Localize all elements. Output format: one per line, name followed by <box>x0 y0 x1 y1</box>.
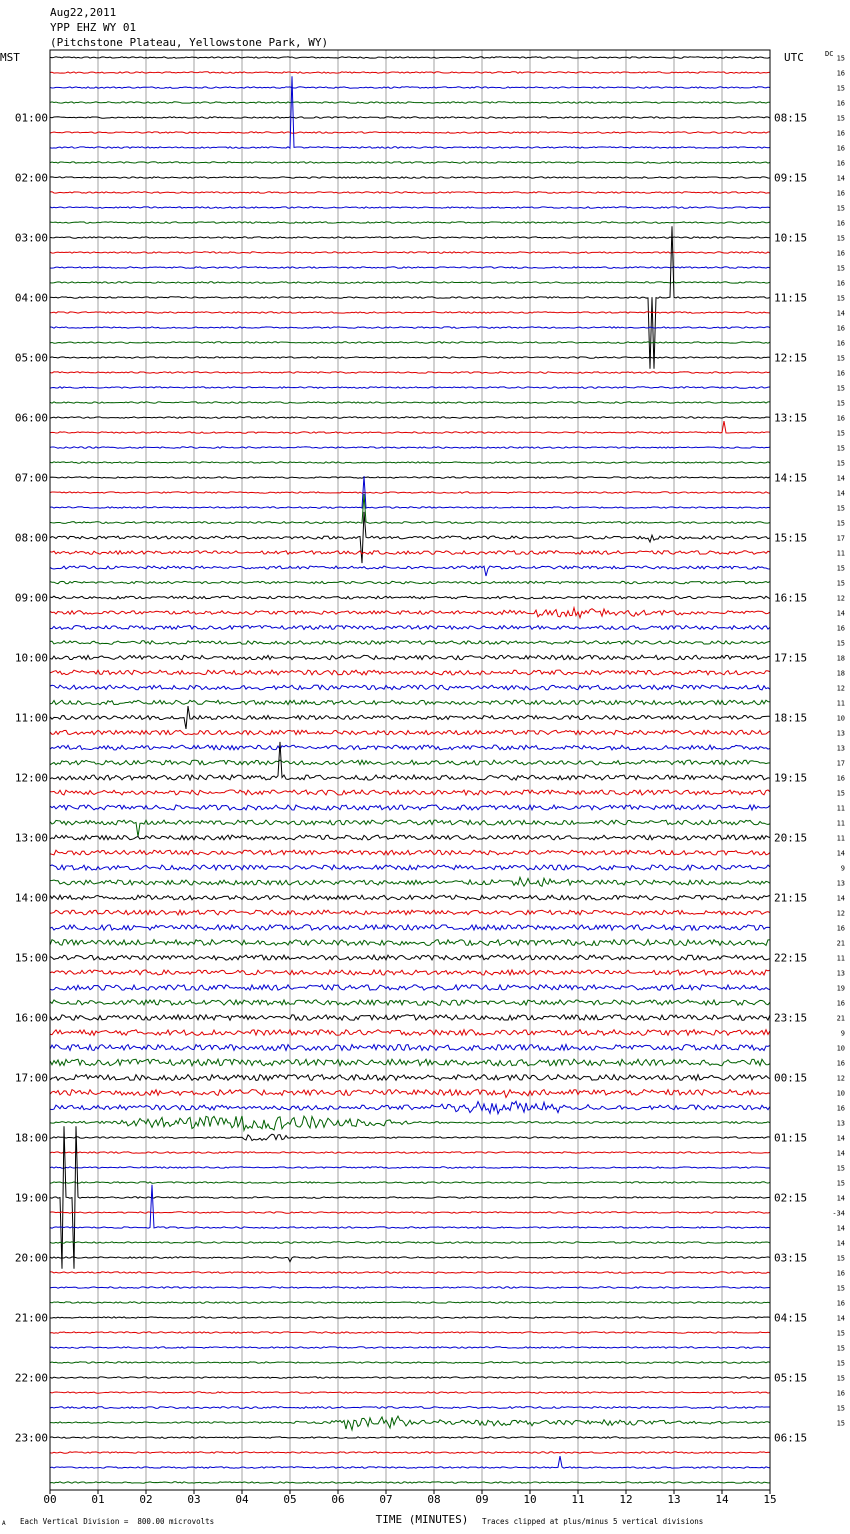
utc-hour-label: 21:15 <box>774 891 808 905</box>
trace-line <box>50 327 770 328</box>
dc-offset-label: 9 <box>840 864 845 873</box>
dc-offset-label: 11 <box>836 804 845 813</box>
mst-hour-label: 15:00 <box>14 951 48 965</box>
corner-mark: A <box>2 1520 6 1527</box>
dc-offset-label: 15 <box>836 1329 845 1338</box>
trace-line <box>50 1257 770 1262</box>
dc-offset-label: 12 <box>836 594 845 603</box>
dc-offset-label: 10 <box>836 1089 845 1098</box>
dc-offset-label: 16 <box>836 924 845 933</box>
trace-line <box>50 865 770 870</box>
mst-hour-label: 10:00 <box>14 651 48 665</box>
utc-hour-label: 00:15 <box>774 1071 808 1085</box>
dc-offset-label: 15 <box>836 564 845 573</box>
trace-line <box>50 985 770 990</box>
utc-hour-label: 16:15 <box>774 591 808 605</box>
x-tick-label: 02 <box>139 1493 153 1506</box>
dc-offset-label: 16 <box>836 219 845 228</box>
x-tick-label: 11 <box>571 1493 585 1506</box>
utc-hour-label: 19:15 <box>774 771 808 785</box>
dc-offset-label: 18 <box>836 669 845 678</box>
mst-hour-label: 06:00 <box>14 411 48 425</box>
trace-line <box>50 670 770 675</box>
mst-hour-label: 14:00 <box>14 891 48 905</box>
trace-line <box>50 1317 770 1318</box>
trace-line <box>50 1242 770 1244</box>
mst-hour-label: 07:00 <box>14 471 48 485</box>
dc-offset-label: 14 <box>836 1134 845 1143</box>
x-tick-label: 05 <box>283 1493 297 1506</box>
x-tick-label: 14 <box>715 1493 729 1506</box>
dc-offset-label: 16 <box>836 249 845 258</box>
dc-offset-label: 15 <box>836 1344 845 1353</box>
dc-offset-label: 14 <box>836 609 845 618</box>
trace-line <box>50 162 770 164</box>
trace-line <box>50 1212 770 1214</box>
dc-offset-label: 15 <box>836 639 845 648</box>
dc-offset-label: 14 <box>836 1239 845 1248</box>
trace-line <box>50 745 770 750</box>
trace-line <box>50 730 770 734</box>
trace-line <box>50 1075 770 1081</box>
trace-line <box>50 910 770 915</box>
trace-line <box>50 222 770 224</box>
x-tick-label: 04 <box>235 1493 249 1506</box>
mst-hour-label: 21:00 <box>14 1311 48 1325</box>
trace-line <box>50 1167 770 1168</box>
grid-lines <box>98 50 722 1490</box>
dc-offset-label: 16 <box>836 1299 845 1308</box>
mst-hour-label: 13:00 <box>14 831 48 845</box>
dc-offset-label: 17 <box>836 759 845 768</box>
dc-offset-label: 13 <box>836 744 845 753</box>
dc-offset-label: 16 <box>836 1269 845 1278</box>
trace-line <box>50 1015 770 1020</box>
mst-hour-label: 23:00 <box>14 1431 48 1445</box>
dc-offset-label: 15 <box>836 1284 845 1293</box>
trace-line <box>50 835 770 840</box>
mst-hour-label: 03:00 <box>14 231 48 245</box>
dc-offset-label: 14 <box>836 1314 845 1323</box>
trace-line <box>50 1392 770 1394</box>
trace-line <box>50 1090 770 1098</box>
utc-hour-label: 22:15 <box>774 951 808 965</box>
utc-hour-label: 04:15 <box>774 1311 808 1325</box>
dc-offset-label: 16 <box>836 129 845 138</box>
dc-offset-label: 14 <box>836 1149 845 1158</box>
trace-line <box>50 760 770 765</box>
trace-line <box>50 1101 770 1113</box>
dc-offset-label: 11 <box>836 819 845 828</box>
trace-line <box>50 1059 770 1066</box>
dc-offset-label: 18 <box>836 654 845 663</box>
dc-offset-label: 16 <box>836 1059 845 1068</box>
dc-offset-label: 16 <box>836 339 845 348</box>
trace-line <box>50 641 770 645</box>
dc-offset-label: 15 <box>836 429 845 438</box>
trace-line <box>50 925 770 930</box>
dc-offset-label: 16 <box>836 69 845 78</box>
header-station: YPP EHZ WY 01 <box>50 21 137 34</box>
dc-offset-label: 16 <box>836 624 845 633</box>
trace-line <box>50 57 770 58</box>
trace-line <box>50 895 770 900</box>
dc-offset-label: 15 <box>836 354 845 363</box>
dc-offset-label: 19 <box>836 984 845 993</box>
trace-line <box>50 1116 770 1130</box>
trace-line <box>50 252 770 254</box>
dc-offset-label: 15 <box>836 1374 845 1383</box>
dc-offset-label: 15 <box>836 579 845 588</box>
dc-offset-label: 15 <box>836 504 845 513</box>
dc-offset-label: 16 <box>836 774 845 783</box>
trace-line <box>50 1456 770 1468</box>
dc-offset-label: 11 <box>836 699 845 708</box>
dc-offset-label: 16 <box>836 144 845 153</box>
trace-line <box>50 72 770 74</box>
dc-offset-label: 15 <box>836 444 845 453</box>
dc-offset-label: 11 <box>836 954 845 963</box>
trace-line <box>50 850 770 855</box>
trace-line <box>50 447 770 449</box>
dc-offset-label: -34 <box>832 1209 845 1218</box>
trace-line <box>50 970 770 975</box>
mst-hour-label: 16:00 <box>14 1011 48 1025</box>
dc-offset-label: 12 <box>836 909 845 918</box>
mst-hour-label: 12:00 <box>14 771 48 785</box>
trace-line <box>50 1152 770 1153</box>
dc-offset-label: 21 <box>836 1014 845 1023</box>
clip-note: Traces clipped at plus/minus 5 vertical divisions <box>482 1517 704 1526</box>
x-tick-label: 09 <box>475 1493 489 1506</box>
utc-hour-label: 20:15 <box>774 831 808 845</box>
utc-hour-label: 23:15 <box>774 1011 808 1025</box>
trace-line <box>50 226 770 369</box>
utc-hour-label: 10:15 <box>774 231 808 245</box>
mst-hour-label: 11:00 <box>14 711 48 725</box>
utc-hour-label: 17:15 <box>774 651 808 665</box>
trace-line <box>50 700 770 704</box>
header-date: Aug22,2011 <box>50 6 117 19</box>
dc-offset-label: 17 <box>836 534 845 543</box>
trace-line <box>50 117 770 118</box>
trace-line <box>50 177 770 178</box>
trace-line <box>50 940 770 946</box>
trace-line <box>50 387 770 389</box>
utc-hour-label: 15:15 <box>774 531 808 545</box>
trace-line <box>50 492 770 494</box>
mst-hour-label: 17:00 <box>14 1071 48 1085</box>
dc-offset-label: 16 <box>836 324 845 333</box>
dc-offset-label: 13 <box>836 969 845 978</box>
scale-note: Each Vertical Division = 800.00 microvolts <box>20 1517 215 1526</box>
dc-offset-label: 13 <box>836 879 845 888</box>
utc-hour-label: 14:15 <box>774 471 808 485</box>
trace-line <box>50 790 770 795</box>
trace-line <box>50 421 770 433</box>
trace-line <box>50 626 770 630</box>
dc-offset-label: 15 <box>836 1254 845 1263</box>
dc-offset-label: 14 <box>836 1224 845 1233</box>
dc-offset-label: 11 <box>836 834 845 843</box>
trace-line <box>50 1045 770 1051</box>
dc-offset-label: 16 <box>836 159 845 168</box>
dc-offset-label: 15 <box>836 789 845 798</box>
trace-line <box>50 581 770 583</box>
dc-offset-label: 14 <box>836 849 845 858</box>
dc-offset-label: 14 <box>836 489 845 498</box>
trace-line <box>50 1272 770 1274</box>
utc-hour-label: 05:15 <box>774 1371 808 1385</box>
dc-offset-label: 14 <box>836 309 845 318</box>
dc-offset-label: 15 <box>836 459 845 468</box>
utc-hour-label: 01:15 <box>774 1131 808 1145</box>
dc-offset-label: 14 <box>836 894 845 903</box>
dc-offset-label: 16 <box>836 279 845 288</box>
trace-line <box>50 820 770 837</box>
dc-offset-label: 15 <box>836 1404 845 1413</box>
left-timezone-label: MST <box>0 51 20 64</box>
dc-offset-label: 15 <box>836 84 845 93</box>
trace-line <box>50 494 770 523</box>
mst-hour-label: 04:00 <box>14 291 48 305</box>
trace-line <box>50 192 770 194</box>
trace-line <box>50 372 770 374</box>
dc-offset-label: 15 <box>836 234 845 243</box>
trace-line <box>50 805 770 810</box>
dc-offset-label: 15 <box>836 1179 845 1188</box>
dc-offset-label: 13 <box>836 729 845 738</box>
trace-line <box>50 551 770 555</box>
x-tick-label: 06 <box>331 1493 345 1506</box>
dc-offset-label: 15 <box>836 294 845 303</box>
trace-line <box>50 342 770 343</box>
mst-hour-label: 05:00 <box>14 351 48 365</box>
trace-line <box>50 102 770 104</box>
header-location: (Pitchstone Plateau, Yellowstone Park, WY) <box>50 36 329 49</box>
trace-line <box>50 462 770 463</box>
trace-line <box>50 1482 770 1483</box>
mst-hour-label: 22:00 <box>14 1371 48 1385</box>
mst-hour-label: 09:00 <box>14 591 48 605</box>
mst-hour-label: 19:00 <box>14 1191 48 1205</box>
trace-line <box>50 237 770 239</box>
dc-offset-label: 15 <box>836 519 845 528</box>
plot-frame <box>50 50 770 1490</box>
dc-offset-label: 16 <box>836 99 845 108</box>
trace-line <box>50 1287 770 1288</box>
trace-line <box>50 1030 770 1036</box>
trace-line <box>50 685 770 690</box>
x-tick-label: 10 <box>523 1493 537 1506</box>
dc-offset-label: 12 <box>836 1074 845 1083</box>
trace-line <box>50 402 770 403</box>
trace-line <box>50 655 770 659</box>
trace-line <box>50 1347 770 1349</box>
x-tick-label: 13 <box>667 1493 681 1506</box>
trace-line <box>50 1362 770 1363</box>
mst-hour-label: 02:00 <box>14 171 48 185</box>
dc-offset-label: 15 <box>836 1359 845 1368</box>
mst-hour-label: 20:00 <box>14 1251 48 1265</box>
utc-hour-label: 02:15 <box>774 1191 808 1205</box>
trace-line <box>50 877 770 886</box>
dc-offset-label: 10 <box>836 714 845 723</box>
trace-line <box>50 1332 770 1334</box>
dc-offset-label: 12 <box>836 684 845 693</box>
trace-line <box>50 357 770 359</box>
mst-hour-label: 08:00 <box>14 531 48 545</box>
x-tick-label: 15 <box>763 1493 777 1506</box>
trace-line <box>50 1302 770 1304</box>
x-tick-label: 01 <box>91 1493 105 1506</box>
dc-offset-label: 15 <box>836 264 845 273</box>
mst-hour-label: 18:00 <box>14 1131 48 1145</box>
x-tick-label: 07 <box>379 1493 393 1506</box>
dc-offset-label: 21 <box>836 939 845 948</box>
mst-hour-label: 01:00 <box>14 111 48 125</box>
trace-line <box>50 87 770 88</box>
utc-hour-label: 13:15 <box>774 411 808 425</box>
dc-offset-label: 16 <box>836 1389 845 1398</box>
utc-hour-label: 12:15 <box>774 351 808 365</box>
dc-offset-label: 14 <box>836 1194 845 1203</box>
dc-offset-label: 14 <box>836 174 845 183</box>
trace-line <box>50 1437 770 1439</box>
dc-offset-label: 16 <box>836 369 845 378</box>
trace-line <box>50 1185 770 1229</box>
dc-offset-label: 9 <box>840 1029 845 1038</box>
dc-offset-label: 10 <box>836 1044 845 1053</box>
utc-hour-label: 09:15 <box>774 171 808 185</box>
dc-offset-label: 16 <box>836 1104 845 1113</box>
dc-offset-label: 16 <box>836 999 845 1008</box>
dc-offset-label: 15 <box>836 54 845 63</box>
trace-line <box>50 1407 770 1409</box>
utc-hour-label: 06:15 <box>774 1431 808 1445</box>
dc-offset-label: 16 <box>836 189 845 198</box>
trace-line <box>50 566 770 576</box>
dc-offset-label: 15 <box>836 1164 845 1173</box>
x-axis-title: TIME (MINUTES) <box>375 1513 469 1526</box>
x-tick-label: 00 <box>43 1493 57 1506</box>
dc-offset-label: 15 <box>836 399 845 408</box>
trace-line <box>50 312 770 313</box>
utc-hour-label: 08:15 <box>774 111 808 125</box>
trace-line <box>50 1126 770 1269</box>
dc-offset-label: 15 <box>836 1419 845 1428</box>
dc-offset-label: 15 <box>836 204 845 213</box>
trace-line <box>50 706 770 729</box>
trace-line <box>50 207 770 208</box>
trace-line <box>50 267 770 269</box>
trace-line <box>50 1000 770 1005</box>
utc-hour-label: 11:15 <box>774 291 808 305</box>
trace-line <box>50 1377 770 1378</box>
dc-offset-label: 16 <box>836 414 845 423</box>
seismic-traces <box>50 57 770 1483</box>
trace-line <box>50 477 770 479</box>
x-tick-label: 08 <box>427 1493 441 1506</box>
trace-line <box>50 596 770 599</box>
dc-offset-label: 13 <box>836 1119 845 1128</box>
dc-offset-label: 14 <box>836 474 845 483</box>
trace-line <box>50 955 770 960</box>
right-timezone-label: UTC <box>784 51 804 64</box>
trace-line <box>50 1452 770 1453</box>
trace-line <box>50 608 770 618</box>
trace-line <box>50 132 770 134</box>
trace-line <box>50 1182 770 1183</box>
trace-line <box>50 417 770 418</box>
x-tick-label: 03 <box>187 1493 201 1506</box>
trace-line <box>50 282 770 283</box>
dc-offset-label: 15 <box>836 384 845 393</box>
trace-line <box>50 1416 770 1430</box>
trace-line <box>50 1134 770 1140</box>
dc-header-label: DC <box>825 50 834 58</box>
dc-offset-label: 15 <box>836 114 845 123</box>
x-tick-label: 12 <box>619 1493 633 1506</box>
dc-offset-label: 11 <box>836 549 845 558</box>
utc-hour-label: 18:15 <box>774 711 808 725</box>
trace-line <box>50 512 770 563</box>
utc-hour-label: 03:15 <box>774 1251 808 1265</box>
